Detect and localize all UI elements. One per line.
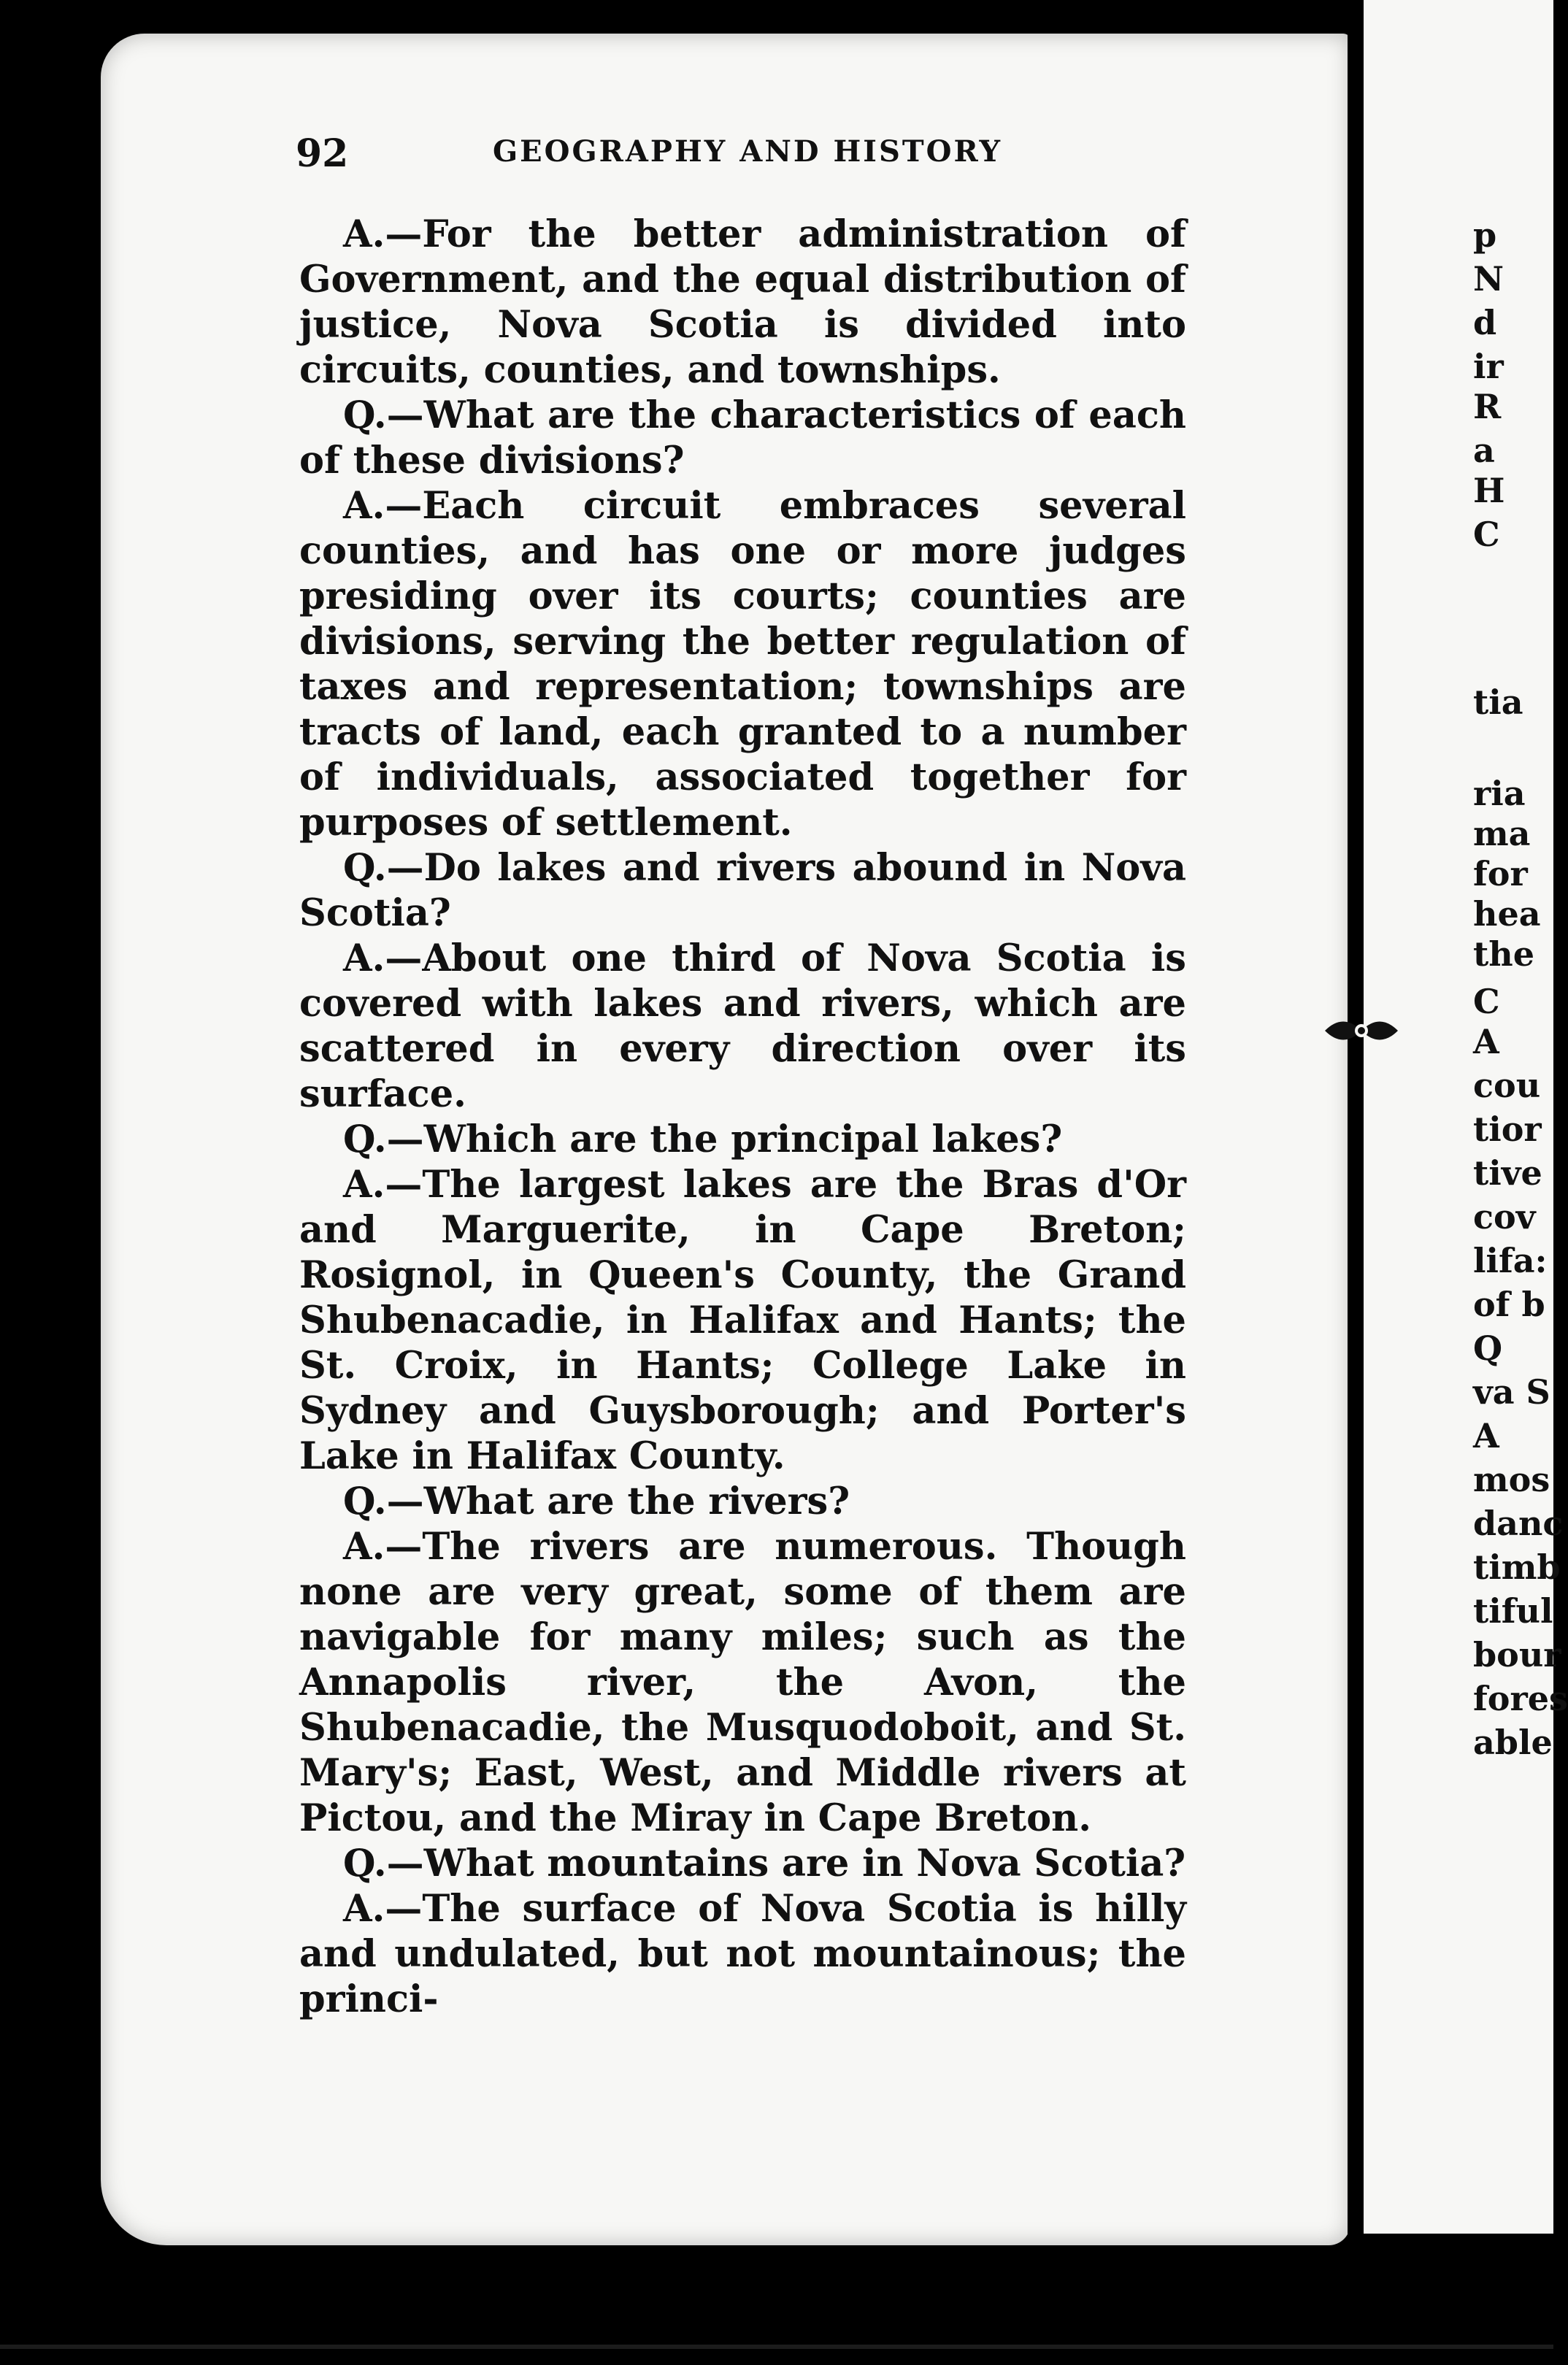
book-gutter (1348, 0, 1364, 2248)
page-header (296, 131, 1026, 182)
facing-fragment: the (1473, 934, 1534, 974)
facing-fragment: C (1473, 515, 1500, 554)
facing-fragment: fores (1473, 1679, 1568, 1718)
page-number: 92 (296, 131, 349, 176)
paragraph: Q.—What mountains are in Nova Scotia? (343, 1842, 1186, 1885)
facing-fragment: A (1473, 1416, 1499, 1455)
facing-fragment: p (1473, 215, 1497, 255)
scan-edge-line (0, 2345, 1553, 2349)
facing-fragment: ir (1473, 347, 1504, 386)
paragraph: A.—The rivers are numerous. Though none are very great, some of them are navigable for many miles; such as the Annapolis river, the Avon, the Shubenacadie, the Musquodoboit, and St. Mary's; East, West, and Middle rivers at Pictou, and the Miray in Cape Breton. (299, 1525, 1186, 1840)
paragraph: Q.—What are the rivers? (343, 1480, 850, 1523)
facing-fragment: C (1473, 982, 1500, 1021)
facing-fragment: lifa: (1473, 1241, 1548, 1280)
facing-fragment: for (1473, 854, 1528, 893)
facing-fragment: mos (1473, 1460, 1550, 1499)
facing-fragment: R (1473, 387, 1502, 426)
paragraph: Q.—Do lakes and rivers abound in Nova Scotia? (299, 846, 1186, 935)
paragraph: Q.—What are the characteristics of each of these divisions? (299, 393, 1186, 482)
facing-fragment: ria (1473, 774, 1526, 813)
paragraph: A.—The largest lakes are the Bras d'Or and Marguerite, in Cape Breton; Rosignol, in Queen's County, the Grand Shubenacadie, in Halifax and Hants; the St. Croix, in Hants; College Lake in Sydney and Guysborough; and Porter's Lake in Halifax County. (299, 1163, 1186, 1478)
paragraph: Q.—Which are the principal lakes? (343, 1118, 1063, 1161)
facing-fragment: tior (1473, 1110, 1542, 1149)
facing-fragment: hea (1473, 894, 1541, 934)
facing-fragment: bour (1473, 1635, 1561, 1674)
paragraph: A.—Each circuit embraces several counties, and has one or more judges presiding over its courts; counties are divisions, serving the better regulation of taxes and representation; townships are tracts of land, each granted to a number of individuals, associated together for purposes of settlement. (299, 484, 1186, 845)
facing-fragment: Q (1473, 1328, 1503, 1368)
facing-fragment: tiful (1473, 1591, 1553, 1631)
facing-fragment: a (1473, 431, 1495, 470)
facing-fragment: of b (1473, 1285, 1545, 1324)
facing-fragment: va S (1473, 1372, 1550, 1412)
facing-fragment: cou (1473, 1066, 1541, 1105)
facing-fragment: timb (1473, 1547, 1561, 1587)
facing-page (1364, 0, 1568, 2234)
bookbinding-ornament-icon (1321, 1009, 1402, 1053)
facing-fragment: d (1473, 303, 1497, 342)
facing-fragment: able (1473, 1723, 1553, 1762)
paragraph: A.—About one third of Nova Scotia is covered with lakes and rivers, which are scattered in every direction over its surface. (299, 937, 1186, 1116)
facing-fragment: danc (1473, 1504, 1564, 1543)
paragraph: A.—The surface of Nova Scotia is hilly and undulated, but not mountainous; the princi- (299, 1887, 1186, 2021)
facing-fragment: A (1473, 1022, 1499, 1061)
running-title: GEOGRAPHY AND HISTORY (493, 134, 1003, 169)
body-text (299, 212, 1186, 2022)
facing-fragment: tia (1473, 682, 1523, 722)
facing-fragment: H (1473, 471, 1505, 510)
facing-fragment: tive (1473, 1153, 1542, 1193)
facing-fragment: ma (1473, 814, 1531, 853)
facing-fragment: N (1473, 259, 1504, 299)
paragraph: A.—For the better administration of Government, and the equal distribution of justice, Nova Scotia is divided into circuits, counties, and townships. (299, 212, 1186, 392)
facing-fragment: cov (1473, 1197, 1536, 1237)
